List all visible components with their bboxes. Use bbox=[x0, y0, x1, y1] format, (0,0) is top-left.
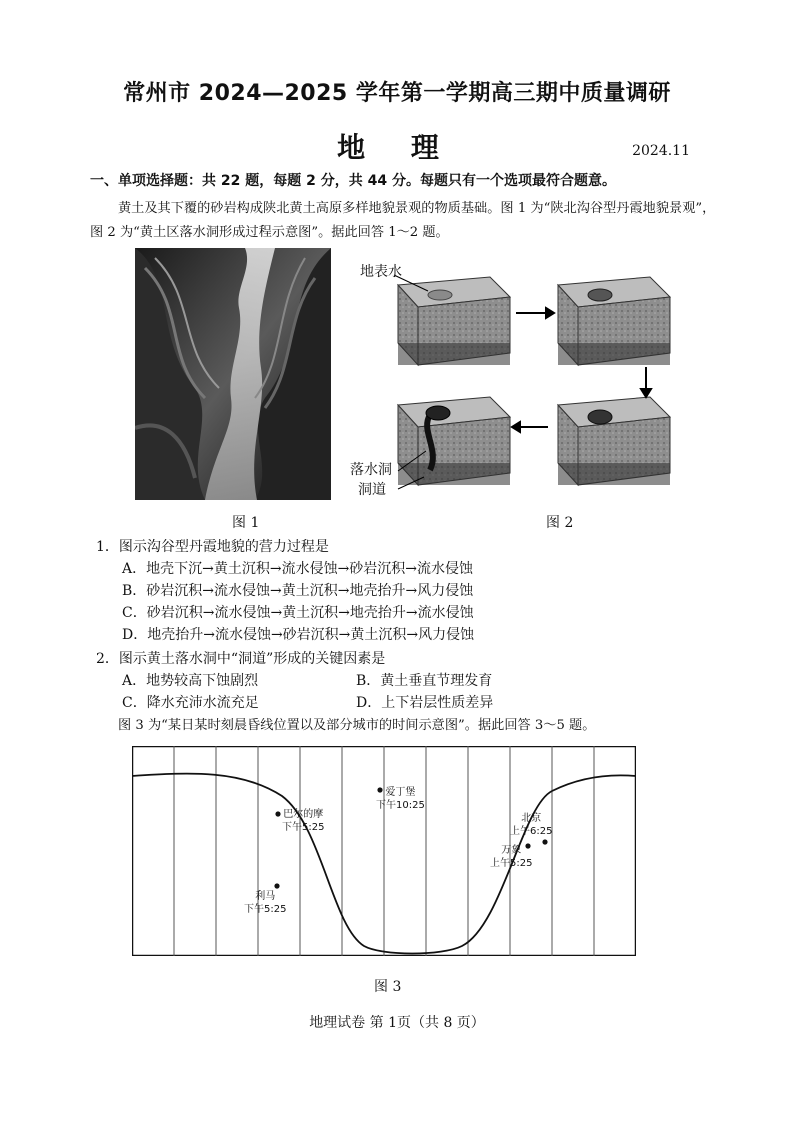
section-heading: 一、单项选择题：共 22 题，每题 2 分，共 44 分。每题只有一个选项最符合题意。 bbox=[90, 173, 616, 189]
label-sinkhole: 落水洞 bbox=[350, 462, 392, 478]
question-2-option-a: A．地势较高下蚀剧烈 bbox=[122, 673, 259, 689]
city-marker-beijing bbox=[542, 839, 547, 844]
city-lima bbox=[244, 890, 286, 916]
question-2-option-d: D．上下岩层性质差异 bbox=[356, 695, 494, 711]
city-vientiane bbox=[490, 844, 532, 870]
question-1-option-c: C．砂岩沉积→流水侵蚀→黄土沉积→地壳抬升→流水侵蚀 bbox=[122, 605, 474, 621]
city-beijing bbox=[510, 812, 552, 838]
label-surface-water: 地表水 bbox=[360, 264, 402, 280]
subject-title: 地 理 bbox=[337, 131, 457, 164]
city-name: 万象 bbox=[501, 845, 522, 856]
block-stage-4 bbox=[398, 397, 510, 485]
arrow-down bbox=[641, 367, 651, 397]
figure-1-photo bbox=[135, 248, 331, 500]
city-time: 上午6:25 bbox=[510, 826, 553, 837]
exam-date: 2024.11 bbox=[632, 143, 690, 159]
intro-paragraph-3: 图 3 为“某日某时刻晨昏线位置以及部分城市的时间示意图”。据此回答 3～5 题。 bbox=[118, 718, 596, 733]
city-name: 利马 bbox=[255, 891, 276, 902]
intro-paragraph-1: 黄土及其下覆的砂岩构成陕北黄土高原多样地貌景观的物质基础。图 1 为“陕北沟谷型丹霞地貌景观”，图 2 为“黄土区落水洞形成过程示意图”。据此回答 1～2 题。 bbox=[90, 201, 716, 240]
question-1-option-b: B．砂岩沉积→流水侵蚀→黄土沉积→地壳抬升→风力侵蚀 bbox=[122, 583, 474, 599]
figure-3-caption: 图 3 bbox=[374, 979, 402, 995]
question-1-option-a: A．地壳下沉→黄土沉积→流水侵蚀→砂岩沉积→流水侵蚀 bbox=[122, 561, 474, 577]
block-stage-2 bbox=[558, 277, 670, 365]
city-time: 上午5:25 bbox=[490, 858, 533, 869]
page-footer: 地理试卷 第 1页（共 8 页） bbox=[309, 1015, 485, 1031]
question-2-option-b: B．黄土垂直节理发育 bbox=[356, 673, 493, 689]
question-1-stem: 1．图示沟谷型丹霞地貌的营力过程是 bbox=[96, 539, 329, 555]
city-time: 下午5:25 bbox=[282, 822, 325, 833]
question-1-option-d: D．地壳抬升→流水侵蚀→砂岩沉积→黄土沉积→风力侵蚀 bbox=[122, 627, 475, 643]
figure-2-diagram bbox=[350, 255, 680, 510]
block-stage-3 bbox=[558, 397, 670, 485]
city-name: 爱丁堡 bbox=[385, 787, 416, 798]
question-2-option-c: C．降水充沛水流充足 bbox=[122, 695, 259, 711]
exam-title: 常州市 2024—2025 学年第一学期高三期中质量调研 bbox=[123, 81, 671, 106]
city-name: 巴尔的摩 bbox=[283, 809, 324, 820]
city-marker-lima bbox=[274, 883, 279, 888]
block-stage-1 bbox=[398, 277, 510, 365]
city-time: 下午5:25 bbox=[244, 904, 287, 915]
city-baltimore bbox=[282, 808, 324, 834]
figure-2-caption: 图 2 bbox=[546, 515, 574, 531]
question-2-stem: 2．图示黄土落水洞中“洞道”形成的关键因素是 bbox=[96, 651, 386, 667]
city-marker-baltimore bbox=[275, 811, 280, 816]
city-time: 下午10:25 bbox=[376, 800, 425, 811]
city-edinburgh bbox=[376, 786, 425, 812]
arrow-right bbox=[516, 308, 554, 318]
arrow-left bbox=[512, 422, 548, 432]
city-name: 北京 bbox=[521, 813, 542, 824]
figure-3-diagram bbox=[132, 746, 636, 956]
label-tunnel: 洞道 bbox=[358, 482, 386, 498]
figure-1-caption: 图 1 bbox=[232, 515, 260, 531]
